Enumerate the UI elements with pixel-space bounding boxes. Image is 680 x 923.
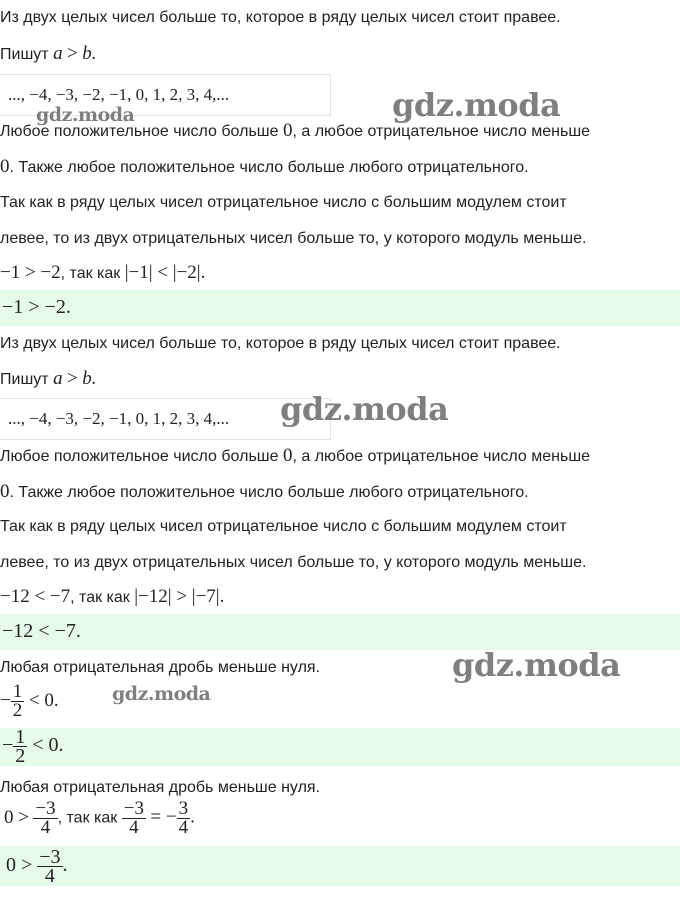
answer-fraction-line — [6, 848, 68, 885]
zero: 0 — [0, 156, 10, 177]
relation: < 0. — [28, 689, 59, 711]
answer-box — [0, 846, 680, 886]
fraction — [177, 800, 191, 837]
zero: 0 — [0, 481, 10, 502]
answer: −12 < −7. — [2, 620, 81, 642]
modulus-line-2: левее, то из двух отрицательных чисел больше то, у которого модуль меньше. — [0, 230, 587, 247]
writes-label: Пишут — [0, 46, 49, 63]
fraction-numerator: 1 — [15, 728, 26, 748]
fraction — [33, 800, 57, 837]
since-label: , так как — [60, 265, 121, 282]
modulus-line-2: левее, то из двух отрицательных чисел больше то, у которого модуль меньше. — [0, 554, 587, 571]
fraction-numerator: −3 — [39, 846, 61, 868]
rule-text: Любая отрицательная дробь меньше нуля. — [0, 779, 321, 796]
positive-line-2 — [0, 482, 529, 503]
writes-line — [0, 369, 96, 390]
positive-line-2 — [0, 157, 529, 178]
comparison: −1 > −2 — [0, 262, 61, 283]
rule-text: Из двух целых чисел больше то, которое в ряду целых чисел стоит правее. — [0, 335, 561, 352]
positive-text: Любое положительное число больше — [0, 123, 279, 140]
watermark-logo: gdz.moda — [36, 104, 135, 126]
gt-sign: > — [67, 43, 78, 64]
fraction — [122, 800, 146, 837]
relation: < 0. — [32, 734, 64, 757]
fraction-denominator: 4 — [44, 865, 55, 886]
fraction-denominator: 4 — [178, 817, 189, 838]
positive-text-end: . Также любое положительное число больше любого отрицательного. — [9, 484, 529, 501]
abs-comparison: |−1| < |−2|. — [124, 262, 206, 283]
positive-text-cont: , а любое отрицательное число меньше — [292, 123, 591, 140]
zero: 0 — [282, 120, 293, 141]
fraction — [11, 683, 25, 720]
comparison-line — [0, 587, 224, 608]
var-b: b. — [82, 43, 97, 64]
positive-line-1 — [0, 446, 590, 467]
fraction — [13, 728, 27, 765]
gt-sign: > — [67, 368, 78, 389]
fraction-numerator: −3 — [35, 798, 56, 819]
modulus-line-1: Так как в ряду целых чисел отрицательное число с большим модулем стоит — [0, 518, 567, 535]
rule-text: Из двух целых чисел больше то, которое в ряду целых чисел стоит правее. — [0, 9, 561, 26]
zero: 0 — [282, 445, 293, 466]
fraction-comparison-line — [0, 800, 195, 837]
watermark-logo: gdz.moda — [452, 646, 621, 684]
period: . — [62, 854, 68, 877]
positive-text: Любое положительное число больше — [0, 448, 279, 465]
fraction-denominator: 4 — [40, 817, 51, 838]
answer-box — [0, 614, 680, 650]
fraction-numerator: −3 — [123, 798, 144, 819]
positive-text-cont: , а любое отрицательное число меньше — [292, 448, 591, 465]
answer-box — [0, 728, 680, 766]
modulus-line-1: Так как в ряду целых чисел отрицательное число с большим модулем стоит — [0, 194, 567, 211]
var-a: a — [53, 43, 63, 64]
positive-text-end: . Также любое положительное число больше любого отрицательного. — [9, 159, 529, 176]
fraction-line — [0, 683, 59, 720]
fraction-denominator: 2 — [15, 745, 26, 766]
fraction-numerator: 3 — [178, 798, 189, 819]
fraction-numerator: 1 — [12, 681, 23, 702]
answer-fraction-line — [2, 728, 64, 765]
abs-comparison: |−12| > |−7|. — [134, 586, 225, 607]
comparison-line — [0, 263, 205, 284]
fraction-denominator: 2 — [12, 700, 23, 721]
integer-sequence: ..., −4, −3, −2, −1, 0, 1, 2, 3, 4,... — [8, 85, 230, 104]
watermark-logo: gdz.moda — [392, 86, 561, 124]
comparison: −12 < −7 — [0, 586, 71, 607]
writes-label: Пишут — [0, 371, 49, 388]
writes-line — [0, 44, 96, 65]
fraction-denominator: 4 — [129, 817, 139, 838]
equals-minus: = − — [150, 806, 177, 828]
watermark-logo: gdz.moda — [280, 390, 449, 428]
answer-box — [0, 290, 680, 326]
period: . — [190, 806, 195, 828]
answer: −1 > −2. — [2, 296, 71, 318]
rule-text: Любая отрицательная дробь меньше нуля. — [0, 659, 321, 676]
zero-gt: 0 > — [4, 806, 29, 828]
since-label: , так как — [70, 589, 130, 606]
minus-sign: − — [0, 689, 11, 711]
var-b: b. — [82, 368, 97, 389]
since-label: , так как — [57, 809, 118, 827]
var-a: a — [53, 368, 63, 389]
zero-gt: 0 > — [6, 854, 33, 877]
watermark-logo: gdz.moda — [112, 683, 211, 705]
minus-sign: − — [2, 734, 14, 757]
fraction — [37, 848, 62, 885]
integer-sequence: ..., −4, −3, −2, −1, 0, 1, 2, 3, 4,... — [8, 409, 230, 428]
